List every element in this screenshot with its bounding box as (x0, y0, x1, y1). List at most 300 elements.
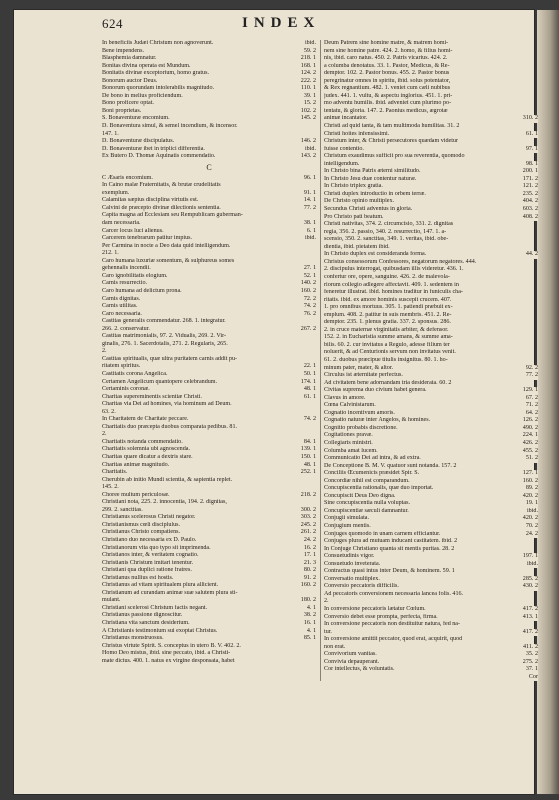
index-entry (324, 78, 538, 86)
entry-text: Cognatio naturæ inter Angelos, & homines. (324, 417, 431, 424)
entry-text: confertur ore, opere, sanguine. 426. 2. de malevola- (324, 273, 450, 280)
index-entry (102, 446, 316, 454)
entry-text: demptor. 235. 1. plenus gratia. 337. 2. sponsus. 286. (324, 319, 451, 326)
index-entry (324, 85, 538, 93)
index-entry (324, 666, 538, 674)
entry-page-ref: 77. 2 (525, 372, 538, 379)
entry-text: Castitas matrimonialis, 97. 2. Vidualis, 269. 2. Vir- (102, 333, 227, 340)
index-entry (102, 85, 316, 93)
entry-text: non erat. (324, 643, 346, 650)
entry-text: mate dictus. 400. 1. natus ex virgine desponsata, habet (102, 657, 235, 664)
entry-page-ref: 310. 2 (522, 115, 538, 122)
entry-text: Christum inter, & Christi persecutores quædam videtur (324, 138, 458, 145)
entry-page-ref: 143. 2 (300, 153, 316, 160)
index-entry (102, 386, 316, 394)
entry-text: Charitatis. (102, 469, 128, 476)
index-entry (324, 432, 538, 440)
entry-text: De Conceptione B. M. V. quatuor sunt notanda. 157. 2 (324, 462, 457, 469)
index-entry (102, 379, 316, 387)
index-entry (324, 402, 538, 410)
index-entry (102, 567, 316, 575)
entry-page-ref: 235. 2 (522, 190, 538, 197)
entry-text: Convivia depauperant. (324, 658, 380, 665)
entry-text: minum pater, mater, & altor. (324, 364, 394, 371)
entry-text: Castitas spiritualis, quæ ultra puritatem carnis addit pu- (102, 355, 238, 362)
entry-page-ref: 261. 2 (300, 529, 316, 536)
entry-text: In Christo triplex gratia. (324, 183, 383, 190)
entry-page-ref: 267. 2 (300, 325, 316, 332)
index-entry (102, 326, 316, 334)
entry-page-ref: 245. 2 (300, 521, 316, 528)
entry-page-ref: 91. 2 (303, 574, 316, 581)
entry-text: Christiani nota, 225. 2. innocentia, 194. 2. dignitas, (102, 499, 227, 506)
entry-text: 2. (324, 598, 329, 605)
index-entry (324, 153, 538, 161)
index-entry (324, 319, 538, 327)
entry-text: regia, 356. 2. passio, 340. 2. resurrectio, 147. 1. a- (324, 228, 447, 235)
index-entry (102, 115, 316, 123)
entry-text: Christianum ad curandam animæ suæ salutem plura sti- (102, 589, 238, 596)
index-entry (102, 131, 316, 139)
index-entry (102, 492, 316, 500)
entry-text: riorum collegio adlegere affectavit. 409. 1. sedentem in (324, 281, 459, 288)
entry-text: Communicatio Dei ad intra, & ad extra. (324, 455, 421, 462)
entry-text: Caro necessaria. (102, 310, 142, 317)
entry-text: 61. 2. duobus præcipue titulis insignitus. 80. 1. ho- (324, 356, 448, 363)
index-entry (102, 78, 316, 86)
index-entry (324, 455, 538, 463)
index-entry (324, 282, 538, 290)
index-entry (102, 333, 316, 341)
entry-page-ref: 35. 2 (525, 651, 538, 658)
index-entry (102, 250, 316, 258)
entry-text: Caro humana ad delictum prona. (102, 287, 182, 294)
index-entry (324, 395, 538, 403)
index-entry (324, 440, 538, 448)
entry-page-ref: 603. 2 (522, 206, 538, 213)
index-entry (324, 334, 538, 342)
entry-page-ref: 98. 1 (525, 160, 538, 167)
index-entry (102, 55, 316, 63)
entry-text: In Conjuge Christiano quanta sit mentis puritas. 28. 2 (324, 545, 455, 552)
entry-text: 63. 2. (102, 408, 116, 415)
entry-page-ref: 124. 2 (300, 70, 316, 77)
entry-text: Conjuges plura ad mutuam inducant castitatem. ibid. 2 (324, 538, 458, 545)
right-column (320, 40, 538, 681)
index-entry (102, 258, 316, 266)
entry-text: Christiana vita sanctum desiderium. (102, 620, 190, 627)
index-entry (324, 55, 538, 63)
entry-text: Charitatis notanda commendatio. (102, 438, 183, 445)
index-entry (324, 206, 538, 214)
entry-text: Charitas animæ magnitudo. (102, 461, 170, 468)
entry-text: Christum exaudimus sufficit pro sua reverentia, quomodo (324, 153, 465, 160)
entry-text: Bonorum quorundam intolerabilis magnitudo. (102, 85, 215, 92)
index-entry (102, 348, 316, 356)
index-entry (102, 108, 316, 116)
book-spine (537, 10, 559, 794)
entry-page-ref: 127. 1 (522, 470, 538, 477)
index-entry (102, 529, 316, 537)
index-entry (324, 244, 538, 252)
entry-text: Choree multum periculosæ. (102, 491, 170, 498)
index-entry (102, 341, 316, 349)
index-entry (102, 311, 316, 319)
entry-page-ref: 50. 1 (303, 370, 316, 377)
index-entry (324, 304, 538, 312)
index-entry (324, 387, 538, 395)
index-entry (324, 448, 538, 456)
entry-text: Christianus nullius est hostis. (102, 574, 174, 581)
index-entry (102, 63, 316, 71)
entry-text: Conversio peccatoris difficilis. (324, 583, 399, 590)
entry-text: a columba denotatus. 33. 1. Pastor, Medicus, & Re- (324, 62, 450, 69)
entry-text: 299. 2. sanctitas. (102, 506, 143, 513)
entry-text: Castitas generalis commendatur. 268. 1. integratur. (102, 318, 226, 325)
entry-text: Cogitationes pravæ. (324, 432, 373, 439)
index-entry (102, 575, 316, 583)
index-entry (324, 380, 538, 388)
entry-page-ref: 27. 1 (303, 265, 316, 272)
entry-text: D. Bonaventuræ ibet in triplici differentia. (102, 145, 205, 152)
entry-text: Calamitas sæpius disciplina virtutis est. (102, 197, 199, 204)
index-entry (102, 182, 316, 190)
entry-text: demptor. 102. 2. Pastor bonus. 455. 2. Pastor bonus (324, 70, 450, 77)
index-entry (102, 650, 316, 658)
entry-text: 2. discipulus interrogat, quibusdam illis videretur. 436. 1. (324, 266, 464, 273)
entry-page-ref: 129. 1 (522, 387, 538, 394)
index-entry (102, 409, 316, 417)
entry-text: Conjugium mentis. (324, 523, 371, 529)
entry-page-ref: 14. 1 (303, 197, 316, 204)
entry-page-ref: 285. 2 (522, 575, 538, 582)
index-entry (324, 131, 538, 139)
entry-page-ref: 37. 1 (525, 666, 538, 673)
entry-page-ref: 303. 2 (300, 514, 316, 521)
entry-text: Pro Christo pati beatum. (324, 213, 384, 220)
index-entry (102, 235, 316, 243)
index-entry (324, 274, 538, 282)
index-entry (102, 175, 316, 183)
entry-page-ref: 455. 2 (522, 447, 538, 454)
index-entry (324, 606, 538, 614)
index-entry (324, 674, 538, 682)
entry-page-ref: 4. 1 (306, 604, 316, 611)
entry-page-ref: ibid. (304, 235, 316, 242)
index-entry (324, 561, 538, 569)
entry-text: feneretur illustrat. ibid. homines traditur in funiculis cha- (324, 289, 463, 296)
index-entry (102, 477, 316, 485)
entry-page-ref: 275. 2 (522, 658, 538, 665)
entry-page-ref: 97. 1 (525, 145, 538, 152)
entry-text: Convivorium vanitas. (324, 651, 377, 658)
index-entry (324, 365, 538, 373)
index-entry (102, 416, 316, 424)
entry-page-ref: 48. 1 (303, 386, 316, 393)
index-entry (324, 493, 538, 501)
entry-page-ref: 160. 2 (522, 477, 538, 484)
entry-text: Secundus Christi adventus in gloria. (324, 206, 413, 213)
entry-page-ref: 17. 1 (303, 552, 316, 559)
left-column (102, 40, 316, 665)
entry-text: mulant. (102, 597, 121, 604)
index-entry (102, 545, 316, 553)
entry-text: Charitatis duo præcepta duobus comparata pedibus. 81. (102, 423, 238, 430)
entry-page-ref: ibid. (526, 507, 538, 514)
index-entry (324, 621, 538, 629)
index-entry (324, 221, 538, 229)
index-entry (324, 191, 538, 199)
entry-text: De Christo opinio multiplex. (324, 198, 395, 205)
entry-text: Ad peccatoris conversionem necessaria lancea folis. 416. (324, 590, 464, 597)
index-entry (324, 229, 538, 237)
entry-text: Christiani scelerosi Christum factis negant. (102, 604, 208, 611)
index-entry (324, 591, 538, 599)
index-entry (102, 507, 316, 515)
index-entry (324, 266, 538, 274)
entry-page-ref: 24. 2 (303, 537, 316, 543)
entry-text: Christianus scelerosus Christi negator. (102, 514, 196, 521)
index-entry (102, 424, 316, 432)
index-entry (324, 63, 538, 71)
entry-text: Christianus monstruosus. (102, 635, 164, 642)
index-entry (102, 273, 316, 281)
index-entry (102, 190, 316, 198)
entry-text: Concupiscentiæ sæculi damnantur. (324, 507, 409, 514)
entry-text: Per Carmina in nocte a Deo data quid intelligendum. (102, 242, 231, 249)
index-entry (102, 205, 316, 213)
entry-page-ref: 420. 2 (522, 492, 538, 499)
entry-page-ref: 102. 2 (300, 107, 316, 114)
index-entry (324, 553, 538, 561)
index-entry (324, 251, 538, 259)
entry-text: ritatis. ibid. ex amore hominis suscepit crucem. 407. (324, 296, 452, 303)
entry-text: De bono in melius proficiendum. (102, 92, 183, 99)
entry-page-ref: 224. 1 (522, 432, 538, 439)
index-entry (102, 522, 316, 530)
entry-text: In beneficiis Judæi Christum non agnoverunt. (102, 40, 214, 46)
entry-text: Christi hoites infensissimi. (324, 130, 390, 137)
index-entry (102, 537, 316, 545)
entry-text: Conjugii simulata. (324, 515, 370, 522)
index-entry (324, 576, 538, 584)
entry-text: Christi duplex introductio in orbem terræ. (324, 190, 426, 197)
entry-text: Christianorum vita quo typo sit imprimenda. (102, 544, 211, 551)
index-entry (102, 605, 316, 613)
entry-text: Homo Deo mistus, ibid. sine peccato, ibid. a Christi- (102, 650, 231, 657)
index-entry (324, 138, 538, 146)
entry-page-ref: 420. 2 (522, 515, 538, 522)
index-entry (102, 612, 316, 620)
index-entry (324, 146, 538, 154)
entry-page-ref: 200. 1 (522, 168, 538, 175)
entry-page-ref: 430. 2 (522, 583, 538, 590)
entry-text: In Christo bina Patris æterni similitudo. (324, 168, 421, 175)
entry-text: Carnis resurrectio. (102, 280, 148, 287)
entry-text: Charitas quare dicatur a dextris stare. (102, 453, 193, 460)
entry-text: 2. (102, 348, 107, 355)
entry-page-ref: 71. 2 (525, 402, 538, 409)
entry-page-ref: 92. 2 (525, 364, 538, 371)
entry-text: noluerit, & ad Centurionis servum non invitatus venit. (324, 349, 456, 356)
index-entry (324, 70, 538, 78)
entry-page-ref: 404. 2 (522, 198, 538, 205)
entry-page-ref: 139. 1 (300, 446, 316, 453)
entry-text: Columba amat lucem. (324, 447, 378, 454)
entry-text: Carcerem tenebrarum patitur impius. (102, 235, 193, 242)
entry-text: Christi nativitas, 374. 2. circumcisio, 331. 2. dignitas (324, 221, 454, 228)
index-entry (102, 243, 316, 251)
index-entry (102, 197, 316, 205)
entry-text: Concordiæ nihil est comparandum. (324, 477, 410, 484)
index-entry (102, 499, 316, 507)
entry-text: Christus consessorum Confessores, negatorum negatores. 444. (324, 258, 477, 265)
index-entry (102, 401, 316, 409)
entry-text: Sine concupiscentia nulla voluptas. (324, 500, 410, 507)
entry-text: Carcer locus luci alienus. (102, 227, 164, 234)
entry-page-ref: 52. 1 (303, 272, 316, 279)
index-entry (102, 296, 316, 304)
index-entry (324, 327, 538, 335)
entry-page-ref: 67. 2 (525, 394, 538, 401)
entry-page-ref: 19. 1 (525, 500, 538, 507)
entry-page-ref: 252. 1 (300, 469, 316, 476)
entry-text: scensio, 350. 2. sanctitas, 349. 1. veritas, ibid. obe- (324, 236, 449, 243)
index-entry (324, 342, 538, 350)
entry-text: Cor intellectus, & voluntatis. (324, 666, 395, 673)
index-entry (102, 228, 316, 236)
index-entry (324, 214, 538, 222)
index-entry (324, 357, 538, 365)
entry-text: Capita magna ad Ecclesiam seu Rempublicam guberman- (102, 212, 243, 219)
entry-page-ref: 64. 2 (525, 409, 538, 416)
entry-page-ref: 426. 2 (522, 439, 538, 446)
index-entry (102, 590, 316, 598)
entry-text: Cognitio probabis discretione. (324, 424, 398, 431)
entry-text: D. Bonaventura simul, & semel incendium, & incensor. (102, 123, 238, 130)
entry-page-ref: 218. 2 (300, 491, 316, 498)
index-entry (102, 371, 316, 379)
index-entry (324, 349, 538, 357)
entry-page-ref: 59. 2 (303, 47, 316, 54)
index-entry (324, 470, 538, 478)
index-entry (324, 161, 538, 169)
index-entry (324, 629, 538, 637)
entry-page-ref: 121. 2 (522, 183, 538, 190)
index-entry (324, 508, 538, 516)
entry-text: peregrinatur omnes in spiritu, ibid. solus potentator, (324, 77, 451, 84)
entry-page-ref: 91. 1 (303, 189, 316, 196)
entry-text: Bonitas divina operata est Mundum. (102, 62, 191, 69)
entry-text: 145. 2. (102, 484, 119, 491)
index-entry (324, 236, 538, 244)
entry-text: Civitas suprema duo civium habet genera. (324, 387, 427, 394)
entry-page-ref: 197. 1 (522, 553, 538, 560)
entry-page-ref: Cor (528, 673, 538, 680)
index-entry (102, 100, 316, 108)
entry-text: Carnis utilitas. (102, 303, 138, 310)
entry-text: Castitatis corona Angelica. (102, 370, 168, 377)
entry-text: D. Bonaventuræ discipulatus. (102, 138, 175, 145)
entry-text: nis, ibid. caro natus. 450. 2. Patris vicarius. 424. 2. (324, 55, 448, 62)
index-entry (324, 651, 538, 659)
index-entry (102, 454, 316, 462)
entry-page-ref: 160. 2 (300, 287, 316, 294)
entry-text: Christiani qua duplici ratione fratres. (102, 567, 192, 574)
index-entry (102, 560, 316, 568)
entry-text: Consuetudo inveterata. (324, 560, 381, 567)
index-entry (324, 123, 538, 131)
index-entry (324, 417, 538, 425)
entry-text: Bonitatis divinæ exceptorium, homo gratus. (102, 70, 209, 77)
index-entry (324, 259, 538, 267)
entry-page-ref: 126. 2 (522, 417, 538, 424)
entry-page-ref: 140. 2 (300, 280, 316, 287)
entry-text: 152. 2. in Eucharistia summe amans, & summe ama- (324, 334, 453, 341)
index-entry (324, 485, 538, 493)
index-entry (324, 176, 538, 184)
entry-page-ref: 174. 1 (300, 378, 316, 385)
index-entry (324, 478, 538, 486)
entry-page-ref: 16. 1 (303, 620, 316, 627)
entry-page-ref: 77. 2 (303, 204, 316, 211)
entry-page-ref: 150. 1 (300, 453, 316, 460)
entry-page-ref: 74. 2 (303, 303, 316, 310)
entry-text: mo adventu humilis. ibid. adveniet cum plurimo po- (324, 100, 452, 107)
entry-page-ref: 38. 2 (303, 612, 316, 619)
index-entry (102, 514, 316, 522)
index-entry (324, 644, 538, 652)
index-entry (324, 289, 538, 297)
entry-text: Certaminis coronæ. (102, 386, 150, 393)
entry-page-ref: 85. 1 (303, 635, 316, 642)
entry-text: A Christianis testimonium sui exoptat Christus. (102, 627, 218, 634)
entry-page-ref: 411. 2 (522, 643, 538, 650)
entry-page-ref: 408. 2 (522, 213, 538, 220)
entry-page-ref: 80. 2 (303, 567, 316, 574)
entry-page-ref: 222. 2 (300, 77, 316, 84)
entry-text: tur. (324, 628, 332, 635)
index-entry (324, 583, 538, 591)
entry-text: Concupiscit Deus Deo digna. (324, 492, 396, 499)
entry-text: C Æsaris encomium. (102, 174, 153, 181)
entry-text: Conversio debet esse prompta, perfecta, firma. (324, 613, 438, 620)
entry-text: 147. 1. (102, 130, 119, 137)
entry-text: Bonorum auctor Deus. (102, 77, 158, 84)
entry-text: In Christo Jesu duæ contentur naturæ. (324, 175, 417, 182)
index-entry (102, 582, 316, 590)
index-entry (102, 431, 316, 439)
index-entry (102, 439, 316, 447)
index-entry (102, 280, 316, 288)
index-entry (102, 153, 316, 161)
section-letter: C (206, 162, 212, 172)
entry-text: 1. pro omnibus mortuus. 305. 1. patiendi præbuit ex- (324, 304, 453, 311)
index-entry (324, 659, 538, 667)
entry-page-ref: 218. 1 (300, 55, 316, 62)
index-entry (324, 48, 538, 56)
index-entry (102, 635, 316, 643)
entry-text: 2. in cruce maternæ virginitatis arbiter, & defensor. (324, 326, 449, 333)
index-entry (102, 48, 316, 56)
index-entry (102, 40, 316, 48)
entry-page-ref: 15. 2 (303, 100, 316, 107)
entry-page-ref: 72. 2 (303, 295, 316, 302)
entry-page-ref: 110. 1 (300, 85, 316, 92)
index-entry (324, 108, 538, 116)
index-entry (102, 620, 316, 628)
entry-text: nem sine homine patre. 424. 2. homo, & filius homi- (324, 47, 453, 54)
